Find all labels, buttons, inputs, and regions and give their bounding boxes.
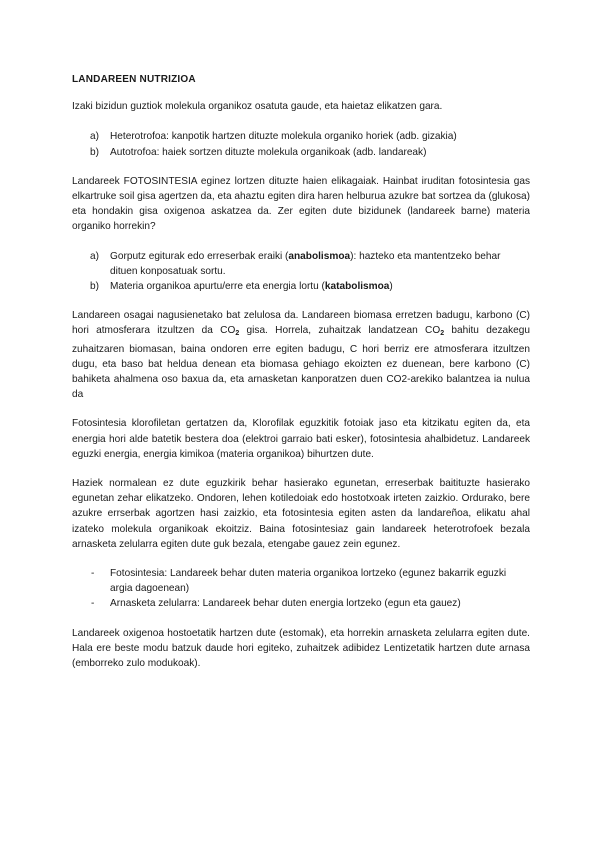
list-marker: - bbox=[91, 568, 95, 580]
catabolism-term: katabolismoa bbox=[324, 281, 390, 293]
list-item-text-post: ) bbox=[389, 281, 393, 293]
list-item-text-pre: Materia organikoa apurtu/erre eta energia lortu ( bbox=[110, 281, 325, 293]
carbon-text-b: gisa. Horrela, zuhaitzak landatzean CO bbox=[239, 325, 441, 337]
list-marker: a) bbox=[90, 250, 99, 262]
list-item-text: Heterotrofoa: kanpotik hartzen dituzte molekula organiko horiek (adb. gizakia) bbox=[110, 131, 457, 143]
subscript-2: 2 bbox=[235, 330, 240, 338]
list-item-text-pre: Gorputz egiturak edo erreserbak eraiki ( bbox=[110, 250, 289, 262]
carbon-text-a: Landareen osagai nagusienetako bat zelulosa da. Landareen biomasa erretzen badugu, karbono (C) hori atmosferara itzultzen da CO bbox=[72, 310, 530, 337]
list-item-text-post: ): hazteko eta mantentzeko behar dituen konposatuak sortu. bbox=[110, 250, 501, 277]
processes-list bbox=[72, 566, 530, 612]
subscript-2: 2 bbox=[440, 330, 445, 338]
list-item bbox=[72, 145, 530, 160]
list-item-text: Autotrofoa: haiek sortzen dituzte molekula organikoak (adb. landareak) bbox=[110, 146, 427, 158]
list-item-text bbox=[110, 251, 501, 277]
seeds-paragraph: Haziek normalean ez dute eguzkirik behar hasierako egunetan, erreserbak baitituzte hasierako egunetan zehar elikatzeko. Ondoren, lehen kotiledoiak edo hostotxoak irteten zaizkio. Ordurako, bere azukre errserbak agortzen hasi zaizkio, eta fotosintesia egiten asten da landareñoa, elikatu ahal izateko molekula organikoak ekoitziz. Baina fotosintesiaz gain landareek heterotrofoek bezala arnasketa zelularra egiten dute guk bezala, etengabe gauez zein egunez. bbox=[72, 478, 530, 550]
list-item bbox=[72, 279, 530, 294]
carbon-text-c: bahitu dezakegu zuhaitzaren biomasan, baina ondoren erre egiten badugu, C hori berriz ere atmosferara itzultzen dugu, eta baso bat heldua denean eta biomasa gehiago ekoizten ez duenean, bere karbono (C) bahiketa ahalmena oso baxua da, eta arnasketan kanporatzen duen CO2-arekiko balantzea ia nulua da bbox=[72, 325, 530, 401]
document-page bbox=[72, 72, 530, 685]
nutrition-types-list bbox=[72, 129, 530, 159]
list-item-text: Fotosintesia: Landareek behar duten materia organikoa lortzeko (egunez bakarrik eguzki argia dagoenean) bbox=[110, 568, 507, 595]
anabolism-term: anabolismoa bbox=[288, 250, 351, 262]
metabolism-list bbox=[72, 249, 530, 295]
list-item-text bbox=[110, 281, 393, 292]
intro-paragraph: Izaki bizidun guztiok molekula organikoz osatuta gaude, eta haietaz elikatzen gara. bbox=[72, 101, 443, 113]
list-marker: a) bbox=[90, 131, 99, 143]
list-item bbox=[72, 566, 530, 596]
list-item bbox=[72, 596, 530, 611]
list-marker: b) bbox=[90, 146, 99, 158]
carbon-paragraph bbox=[72, 308, 530, 402]
list-item bbox=[72, 249, 530, 279]
document-title: LANDAREEN NUTRIZIOA bbox=[72, 74, 196, 85]
oxygen-paragraph: Landareek oxigenoa hostoetatik hartzen dute (estomak), eta horrekin arnasketa zelularra egiten dute. Hala ere beste modu batzuk daude hori egiteko, zuhaitzek adibidez Lentizetatik hartzen dute arnasa (emborreko zulo modukoak). bbox=[72, 627, 530, 670]
list-marker: b) bbox=[90, 281, 99, 293]
list-item bbox=[72, 129, 530, 144]
chlorophyll-paragraph: Fotosintesia klorofiletan gertatzen da, Klorofilak eguzkitik fotoiak jaso eta kitzikatu egiten da, eta energia hori alde batetik bestera doa (elektroi garraio bati esker), fotosintesia ahalbidetuz. Landareek eguzki energia, energia kimikoa (materia organikoa) bihurtzen dute. bbox=[72, 418, 530, 460]
list-marker: - bbox=[91, 598, 95, 610]
list-item-text: Arnasketa zelularra: Landareek behar duten energia lortzeko (egun eta gauez) bbox=[110, 598, 461, 610]
photosynthesis-paragraph: Landareek FOTOSINTESIA eginez lortzen dituzte haien elikagaiak. Hainbat iruditan fotosintesia gas elkartruke soil gisa agertzen da, eta ahaztu egiten dira haren helburua azukre bat sortzea da (glukosa) eta hondakin gisa oxigenoa askatzea da. Zer egiten dute bizidunek (landareek barne) materia organiko horrekin? bbox=[72, 175, 530, 233]
